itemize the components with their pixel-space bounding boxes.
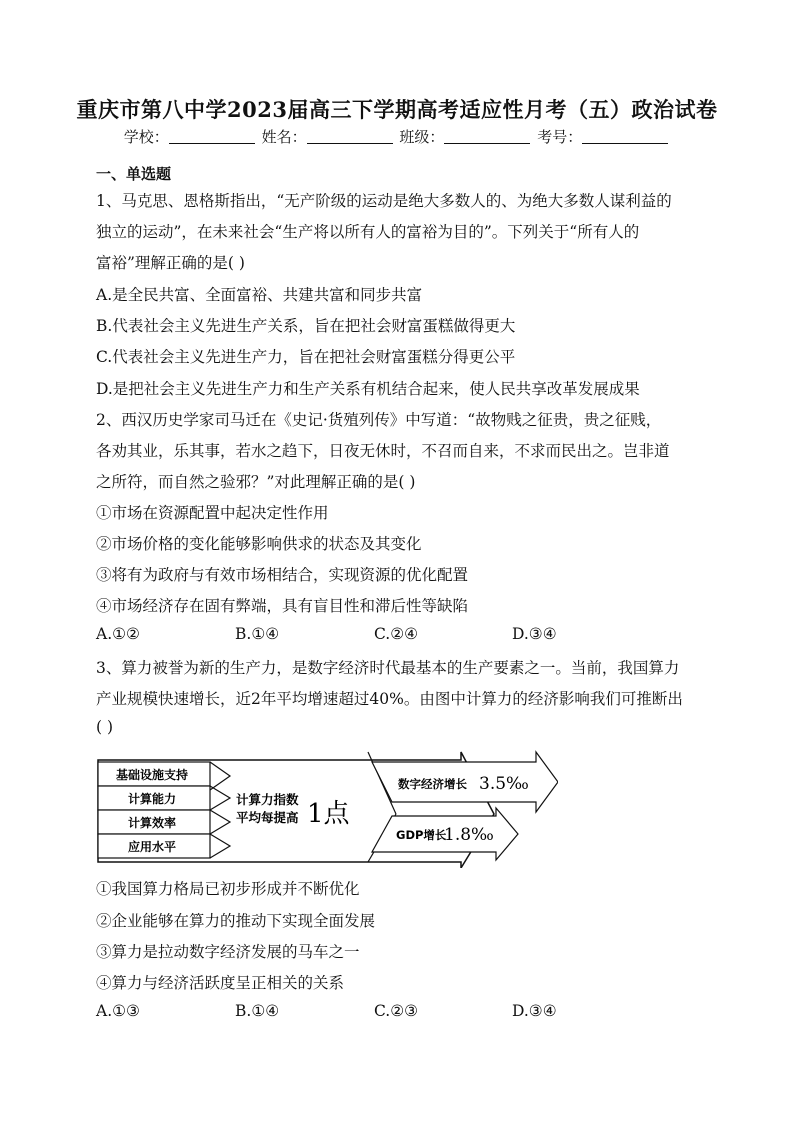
q3-options-row [96, 1002, 696, 1022]
center-big-value: 1点 [307, 799, 350, 829]
input-label-3: 计算效率 [127, 816, 177, 830]
q2-stem-line-1: 2、西汉历史学家司马迁在《史记·货殖列传》中写道：“故物贱之征贵，贵之征贱， [96, 411, 662, 429]
section-heading: 一、单选题 [96, 165, 172, 183]
q1-stem-line-3: 富裕”理解正确的是( ) [96, 254, 245, 272]
q3-option-b: B.①④ [235, 1002, 280, 1020]
q3-option-d: D.③④ [512, 1002, 557, 1020]
name-label: 姓名： [261, 128, 307, 146]
q3-option-a: A.①③ [96, 1002, 140, 1020]
center-text-line-2: 平均每提高 [236, 810, 299, 825]
q3-statement-2: ②企业能够在算力的推动下实现全面发展 [96, 912, 376, 930]
q1-option-a: A.是全民共富、全面富裕、共建共富和同步共富 [96, 286, 423, 304]
gdp-value: 1.8‰ [444, 825, 494, 845]
q2-option-c: C.②④ [374, 625, 419, 643]
q3-stem-line-3: ( ) [96, 718, 114, 736]
q3-statement-1: ①我国算力格局已初步形成并不断优化 [96, 880, 360, 898]
center-text-line-1: 计算力指数 [236, 792, 299, 807]
school-label: 学校： [123, 128, 169, 146]
exam-number-label: 考号： [537, 128, 583, 146]
q3-stem-line-2: 产业规模快速增长，近2年平均增速超过40%。由图中计算力的经济影响我们可推断出 [96, 690, 683, 708]
q2-statement-4: ④市场经济存在固有弊端，具有盲目性和滞后性等缺陷 [96, 597, 469, 615]
gdp-label: GDP增长 [396, 828, 447, 842]
digital-economy-value: 3.5‰ [479, 774, 529, 794]
exam-number-blank [582, 129, 668, 144]
q2-statement-1: ①市场在资源配置中起决定性作用 [96, 504, 329, 522]
input-label-4: 应用水平 [127, 840, 177, 854]
q1-stem-line-1: 1、马克思、恩格斯指出，“无产阶级的运动是绝大多数人的、为绝大多数人谋利益的 [96, 192, 672, 210]
q2-stem-line-2: 各劝其业，乐其事，若水之趋下，日夜无休时，不召而自来，不求而民出之。岂非道 [96, 442, 670, 460]
q2-option-a: A.①② [96, 625, 140, 643]
q2-option-b: B.①④ [235, 625, 280, 643]
class-label: 班级： [399, 128, 445, 146]
q3-stem-line-1: 3、算力被誉为新的生产力，是数字经济时代最基本的生产要素之一。当前，我国算力 [96, 659, 680, 677]
q3-option-c: C.②③ [374, 1002, 419, 1020]
school-blank [169, 129, 255, 144]
q1-option-b: B.代表社会主义先进生产关系，旨在把社会财富蛋糕做得更大 [96, 317, 516, 335]
q2-statement-3: ③将有为政府与有效市场相结合，实现资源的优化配置 [96, 566, 469, 584]
q2-options-row [96, 625, 696, 645]
input-label-2: 计算能力 [127, 792, 177, 806]
q2-statement-2: ②市场价格的变化能够影响供求的状态及其变化 [96, 535, 422, 553]
q3-statement-3: ③算力是拉动数字经济发展的马车之一 [96, 943, 360, 961]
q1-option-d: D.是把社会主义先进生产力和生产关系有机结合起来，使人民共享改革发展成果 [96, 380, 640, 398]
input-label-1: 基础设施支持 [115, 768, 189, 782]
q2-stem-line-3: 之所符，而自然之验邪？”对此理解正确的是( ) [96, 473, 416, 491]
student-info-line [0, 126, 794, 147]
name-blank [307, 129, 393, 144]
computing-power-diagram [96, 746, 558, 868]
q3-statement-4: ④算力与经济活跃度呈正相关的关系 [96, 974, 345, 992]
digital-economy-label: 数字经济增长 [398, 777, 467, 791]
exam-title: 重庆市第八中学2023届高三下学期高考适应性月考（五）政治试卷 [76, 97, 718, 122]
q2-option-d: D.③④ [512, 625, 557, 643]
q1-option-c: C.代表社会主义先进生产力，旨在把社会财富蛋糕分得更公平 [96, 348, 516, 366]
q1-stem-line-2: 独立的运动”，在未来社会“生产将以所有人的富裕为目的”。下列关于“所有人的 [96, 223, 640, 241]
class-blank [444, 129, 530, 144]
